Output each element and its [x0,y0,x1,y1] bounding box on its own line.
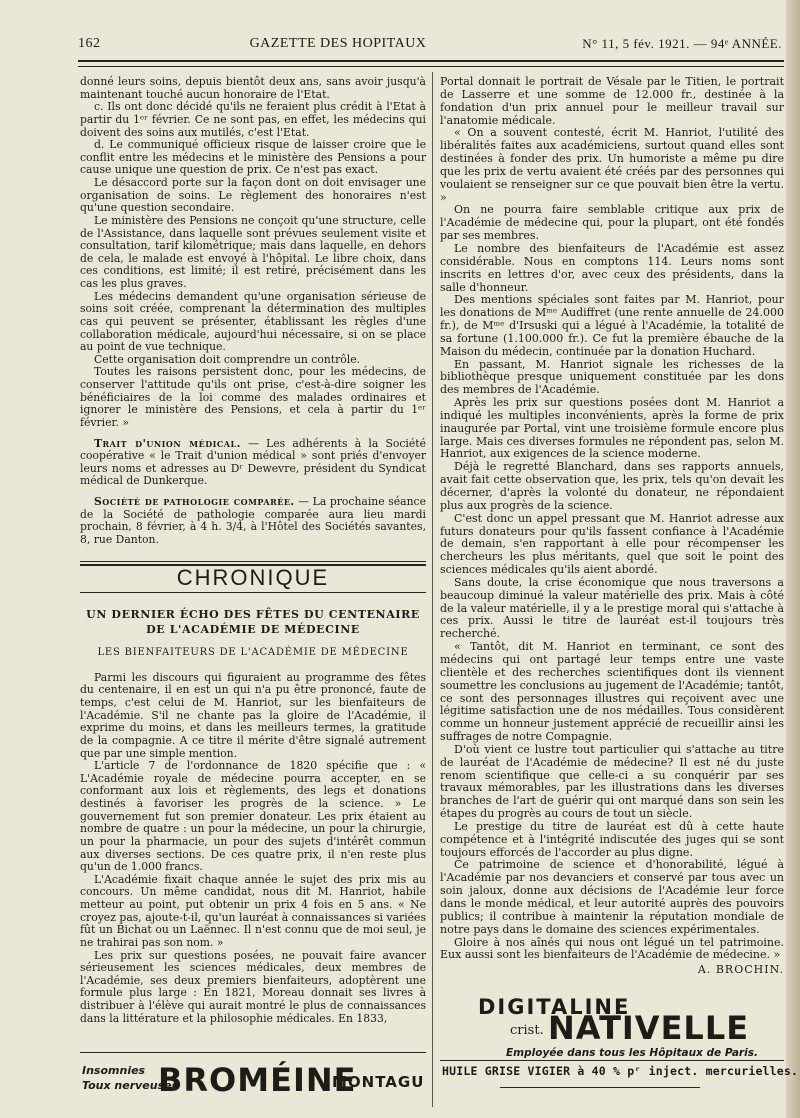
paragraph: Portal donnait le portrait de Vésale par le Titien, le portrait de Lasserre et une somme de 12.000 fr., destinée à la fondation d'un prix annuel pour le meilleur travail sur l'anatomie médicale. [440,75,784,127]
paragraph: Cette organisation doit comprendre un contrôle. [94,352,361,366]
section-rule [80,561,426,562]
page-edge [786,0,800,1118]
paragraph: Après les prix sur questions posées dont M. Hanriot a indiqué les multiples inconvénients, après la forme de prix inaugurée par Portal, vint une troisième formule encore plus large. Mais ces diverses formules ne répondent pas, selon M. Hanriot, aux exigences de la science moderne. [440,396,784,461]
paragraph: c. Ils ont donc décidé qu'ils ne feraient plus crédit à l'Etat à partir du 1ᵉʳ février. Ce ne sont pas, en effet, les médecins qui doivent des soins aux mutilés, c'est l'Etat. [80,100,426,139]
paragraph: Le ministère des Pensions ne conçoit qu'une structure, celle de l'Assistance, dans laquelle sont prévues seulement visite et consultation, tarif kilométrique; mais dans laquelle, en dehors de cela, le malade est envoyé à l'hôpital. Le libre choix, dans ces conditions, est limité; il est retiré, précisément dans les cas les plus graves. [80,213,426,290]
ad-digitaline-tagline: Employée dans tous les Hôpitaux de Paris. [506,1047,758,1059]
paragraph: Des mentions spéciales sont faites par M. Hanriot, pour les donations de Mᵐᵉ Audiffret (une rente annuelle de 24.000 fr.), de Mᵐᵉ d'Irsuski qui a légué à l'Académie, la totalité de sa fortune (1.100.000 fr.). Ce fut la première ébauche de la Maison du médecin, continuée par la donation Huchard. [440,293,784,358]
paragraph: d. Le communiqué officieux risque de laisser croire que le conflit entre les médecins et le ministère des Pensions a pour cause unique une question de prix. Ce n'est pas exact. [80,138,426,177]
issue-info: N° 11, 5 fév. 1921. — 94ᵉ ANNÉE. [582,36,782,51]
ad-huile-text: HUILE GRISE VIGIER à 40 % pʳ inject. mercurielles. [442,1064,799,1078]
news-heading: Trait d'union médical. [94,436,241,450]
bromeine-advertisement [80,1052,426,1105]
paragraph: Le désaccord porte sur la façon dont on doit envisager une organisation de soins. Le règlement des honoraires n'est qu'une question secondaire. [80,176,426,215]
paragraph: Sans doute, la crise économique que nous traversons a beaucoup diminué la valeur matérielle des prix. Mais à côté de la valeur matérielle, il y a le prestige moral qui s'attache à ces prix. Aussi le titre de lauréat est-il toujours très recherché. [440,575,784,641]
section-title: CHRONIQUE [176,564,330,590]
header-rule-thin [78,66,784,67]
paragraph: Les médecins demandent qu'une organisation sérieuse de soins soit créée, comprenant la détermination des multiples cas qui peuvent se présenter, établissant les règles d'une collaboration médicale, aujourd'hui nécessaire, si on se place au point de vue technique. [80,289,426,354]
header-rule [78,60,784,62]
ad-bromeine-indication: Toux nerveuses [82,1079,179,1092]
paragraph: Parmi les discours qui figuraient au programme des fêtes du centenaire, il en est un qui n'a pu être prononcé, faute de temps, c'est celui de M. Hanriot, sur les bienfaiteurs de l'Académie. S'il ne chante pas la gloire de l'Académie, il exprime du moins, et dans les meilleurs termes, la gratitude de la compagnie. A ce titre il mérite d'être signalé autrement que par une simple mention. [80,670,426,760]
paragraph: Déjà le regretté Blanchard, dans ses rapports annuels, avait fait cette observation que, les prix, tels qu'on devait les décerner, d'après la volonté du donateur, ne répondaient plus aux progrès de la science. [440,460,784,512]
page-header [78,36,790,56]
left-column [80,76,426,1025]
ad-digitaline-brand: NATIVELLE [548,1009,750,1047]
paragraph: Ce patrimoine de science et d'honorabilité, légué à l'Académie par nos devanciers et conservé par tous avec un soin jaloux, donne aux décisions de l'Académie leur force dans le monde médical, et leur autorité auprès des pouvoirs publics; il contribue à maintenir la réputation mondiale de notre pays dans le domaine des sciences expérimentales. [440,858,784,936]
paragraph: « On a souvent contesté, écrit M. Hanriot, l'utilité des libéralités faites aux académiciens, surtout quand elles sont destinées à fonder des prix. Un humoriste a même pu dire que les prix de vertu avaient été créés par des personnes qui voulaient se renseigner sur ce que pouvait bien être la vertu. » [440,126,784,204]
paragraph: L'Académie fixait chaque année le sujet des prix mis au concours. Un même candidat, nous dit M. Hanriot, habile metteur au point, put obtenir un prix 4 fois en 5 ans. « Ne croyez pas, ajoute-t-il, qu'un lauréat à connaissances si variées fût un Bichat ou un Laënnec. Il n'est connu que de moi seul, je ne trahirai pas son nom. » [80,872,426,949]
journal-title: GAZETTE DES HOPITAUX [249,36,427,51]
paragraph: donné leurs soins, depuis bientôt deux ans, sans avoir jusqu'à maintenant touché aucun honoraire de l'Etat. [80,75,426,101]
news-heading: Société de pathologie comparée. [94,495,295,508]
ad-bromeine-maker: MONTAGU [332,1073,425,1091]
ad-rule [500,1087,700,1088]
paragraph: Le prestige du titre de lauréat est dû à cette haute compétence et à l'intégrité indiscutée des juges qui se sont toujours efforcés de l'accorder au plus digne. [440,819,784,859]
paragraph: C'est donc un appel pressant que M. Hanriot adresse aux futurs donateurs pour qu'ils fassent confiance à l'Académie de demain, s'en rapportant à elle pour récompenser les chercheurs les plus méritants, quel que soit le point des sciences médicales qu'ils aient abordé. [440,511,784,577]
article-subtitle: LES BIENFAITEURS DE L'ACADÉMIE DE MÉDECINE [97,647,409,659]
huile-grise-advertisement [440,1060,799,1091]
digitaline-advertisement [440,995,784,1059]
ad-bromeine-brand: BROMÉINE [158,1061,357,1099]
news-text: — Les adhérents à la Société coopérative « le Trait d'union médical » sont priés d'envoyer leurs noms et adresses au Dʳ Dewevre, président du Syndicat médical de Dunkerque. [80,436,426,488]
news-text: — La prochaine séance de la Société de pathologie comparée aura lieu mardi prochain, 8 février, à 4 h. 3/4, à l'Hôtel des Sociétés savantes, 8, rue Danton. [80,495,426,546]
paragraph: Le nombre des bienfaiteurs de l'Académie est assez considérable. Nous en comptons 114. Leurs noms sont inscrits en lettres d'or, avec ceux des présidents, dans la salle d'honneur. [440,241,784,294]
paragraph: L'article 7 de l'ordonnance de 1820 spécifie que : « L'Académie royale de médecine pourra accepter, en se conformant aux lois et règlements, des legs et donations destinés à favoriser les progrès de la science. » Le gouvernement fut son premier donateur. Les prix étaient au nombre de quatre : un pour la médecine, un pour la chirurgie, un pour la pharmacie, un pour des sujets d'intérêt commun aux diverses sections. De ces quatre prix, il n'en reste plus qu'un de 1.000 francs. [80,759,426,874]
section-rule [80,592,426,593]
article-title: UN DERNIER ÉCHO DES FÊTES DU CENTENAIRE DE L'ACADÉMIE DE MÉDECINE [86,608,420,637]
paragraph: « Tantôt, dit M. Hanriot en terminant, ce sont des médecins qui ont partagé leur temps entre une vaste clientèle et des recherches scientifiques dont ils viennent soumettre les conclusions au jugement de l'Académie; tantôt, ce sont des personnages illustres qui reçoivent avec une légitime satisfaction une de nos médailles. Tous considèrent comme un honneur justement apprécié de recueillir ainsi les suffrages de notre Compagnie. [440,640,784,744]
ad-digitaline-line1: DIGITALINE [478,995,631,1019]
paragraph: Toutes les raisons persistent donc, pour les médecins, de conserver l'attitude qu'ils ont prise, c'est-à-dire soigner les bénéficiaires de la loi comme des malades ordinaires et ignorer le ministère des Pensions, et cela à partir du 1ᵉʳ février. » [80,365,426,429]
paragraph: On ne pourra faire semblable critique aux prix de l'Académie de médecine qui, pour la plupart, ont été fondés par ses membres. [440,203,784,243]
right-column [440,76,784,977]
paragraph: Les prix sur questions posées, ne pouvait faire avancer sérieusement les sciences médicales, deux membres de l'Académie, ses deux premiers bienfaiteurs, adoptèrent une formule plus large : En 1821, Moreau donnait ses livres à distribuer à l'élève qui aurait montré le plus de connaissances dans la littérature et la philosophie médicales. En 1833, [80,948,426,1025]
paragraph: En passant, M. Hanriot signale les richesses de la bibliothèque presque uniquement constituée par les dons des membres de l'Académie. [440,357,784,397]
signature: A. BROCHIN. [697,963,784,977]
ad-digitaline-crist: crist. [510,1023,544,1038]
paragraph: D'où vient ce lustre tout particulier qui s'attache au titre de lauréat de l'Académie de médecine? Il est né du juste renom scientifique que celle-ci a su conquérir par ses travaux mémorables, par les illustrations dans les diverses branches de l'art de guérir qui ont marqué dans son sein les étapes du progrès au cours de tout un siècle. [440,742,784,821]
news-item-societe [80,496,426,547]
paragraph: Gloire à nos aînés qui nous ont légué un tel patrimoine. Eux aussi sont les bienfaiteurs de l'Académie de médecine. » [440,935,784,962]
page-number: 162 [78,36,101,51]
column-divider [432,72,433,1107]
news-item-trait [80,438,426,489]
ad-bromeine-indication: Insomnies [82,1064,146,1077]
